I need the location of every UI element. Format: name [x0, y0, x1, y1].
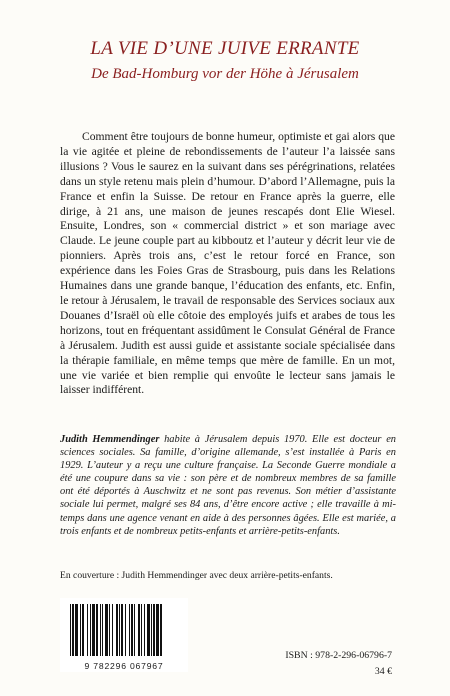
author-bio [60, 433, 396, 538]
barcode-bar [109, 604, 110, 656]
book-subtitle: De Bad-Homburg vor der Höhe à Jérusalem [91, 66, 359, 82]
barcode-bar [96, 604, 98, 656]
barcode-bar [156, 604, 159, 656]
barcode-bar [129, 604, 130, 656]
barcode-bar [151, 604, 152, 656]
barcode-bar [153, 604, 155, 656]
barcode-bar [105, 604, 108, 656]
barcode-bar [138, 604, 140, 656]
barcode-bar [147, 604, 150, 656]
barcode-bar [112, 604, 113, 656]
barcode-bar [119, 604, 120, 656]
isbn: ISBN : 978-2-296-06796-7 [285, 650, 392, 661]
barcode-bar [141, 604, 142, 656]
barcode-bar [75, 604, 78, 656]
barcode-bar [82, 604, 84, 656]
author-bio-text: habite à Jérusalem depuis 1970. Elle est docteur en sciences sociales. Sa famille, d’origine allemande, s’est installée à Paris en 1929. L’auteur y a reçu une culture française. La Seconde Guerre mondiale a été une coupure dans sa vie : son père et de nombreux membres de sa famille ont été déportés à Auschwitz et ne sont pas revenus. Son métier d’assistante sociale lui permet, malgré ses 84 ans, d’être encore active ; elle travaille à mi-temps dans une agence venant en aide à des personnes âgées. Elle est mariée, a trois enfants et de nombreux petits-enfants et arrière-petits-enfants. [60, 434, 396, 537]
barcode-bar [100, 604, 101, 656]
barcode-bar [90, 604, 91, 656]
barcode-number: 9 782296 067967 [84, 661, 164, 671]
barcode-bar [125, 604, 126, 656]
book-summary: Comment être toujours de bonne humeur, optimiste et gai alors que la vie agitée et pleine de rebondissements de l’auteur l’a laissée sans illusions ? Vous le saurez en la suivant dans ses pérégrinations, relatées dans un style retenu mais plein d’humour. D’abord l’Allemagne, puis la France et enfin la Suisse. De retour en France après la guerre, elle dirige, à 21 ans, une maison de jeunes rescapés dont Elie Wiesel. Ensuite, Londres, son « commercial district » et son mariage avec Claude. Le jeune couple part au kibboutz et l’auteur y décrit leur vie de pionniers. Après trois ans, c’est le retour forcé en France, son expérience dans les Foies Gras de Strasbourg, puis dans les Relations Humaines dans une grande banque, l’éducation des enfants, etc. Enfin, le retour à Jérusalem, le travail de responsable des Services sociaux aux Douanes d’Israël où elle côtoie des employés juifs et arabes de tous les horizons, tout en fréquentant assidûment le Consulat Général de France à Jérusalem. Judith est aussi guide et assistante sociale spécialisée dans la thérapie familiale, en même temps que mère de famille. En un mot, une vie variée et bien remplie qui envoûte le lecteur sans jamais le laisser indifférent. [60, 130, 395, 397]
barcode-bar [102, 604, 103, 656]
barcode-bar [87, 604, 88, 656]
barcode-bar [92, 604, 95, 656]
barcode-bar [144, 604, 145, 656]
barcode-bar [160, 604, 162, 656]
book-title: LA VIE D’UNE JUIVE ERRANTE [90, 38, 360, 59]
barcode-bar [70, 604, 71, 656]
barcode-bar [72, 604, 74, 656]
author-name: Judith Hemmendinger [60, 434, 160, 445]
barcode-bar [80, 604, 81, 656]
barcode-bars [60, 598, 188, 660]
barcode-bar [134, 604, 135, 656]
barcode [60, 598, 188, 672]
barcode-bar [131, 604, 133, 656]
cover-credit: En couverture : Judith Hemmendinger avec deux arrière-petits-enfants. [60, 570, 333, 581]
barcode-bar [116, 604, 118, 656]
barcode-bar [121, 604, 123, 656]
price: 34 € [374, 666, 392, 677]
